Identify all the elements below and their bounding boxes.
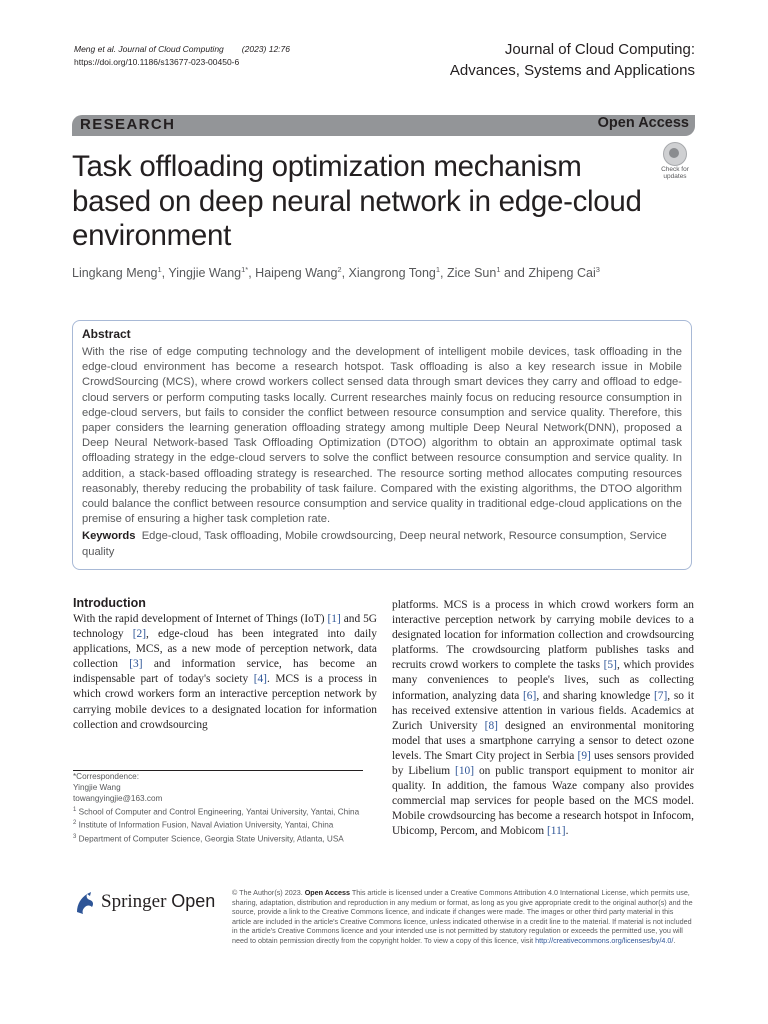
- body-text: and 5G technology: [73, 613, 377, 641]
- citation-link[interactable]: [1]: [327, 613, 341, 625]
- author-separator: ,: [248, 266, 256, 281]
- citation-link[interactable]: [5]: [603, 659, 617, 672]
- author-name[interactable]: Xiangrong Tong: [348, 266, 436, 281]
- doi-link[interactable]: https://doi.org/10.1186/s13677-023-00450-6: [74, 57, 240, 67]
- author-affiliation-sup: 1: [157, 265, 162, 274]
- running-header: [74, 43, 290, 69]
- body-text: uses sensors provided by Libelium: [392, 749, 694, 778]
- body-text: , edge-cloud has been integrated into daily applications, MCS, as a new mode of perception network, data collection: [73, 628, 377, 671]
- license-body: This article is licensed under a Creative Commons Attribution 4.0 International License, which permits use, sharing, adaptation, distribution and reproduction in any medium or format, as long as you give appropriate credit to the original author(s) and the source, provide a link to the Creative Commons licence, and indicate if changes were made. The images or other third party material in this article are included in the article's Creative Commons licence, unless indicated otherwise in a credit line to the material. If material is not included in the article's Creative Commons licence and your intended use is not permitted by statutory regulation or exceeds the permitted use, you will need to obtain permission directly from the copyright holder. To view a copy of this licence, visit: [232, 888, 693, 945]
- citation-authors: Meng et al. Journal of Cloud Computing: [74, 44, 224, 54]
- abstract-heading: Abstract: [82, 327, 131, 341]
- keywords-text: Edge-cloud, Task offloading, Mobile crowdsourcing, Deep neural network, Resource consumption, Service quality: [82, 530, 667, 558]
- affiliation-text: Institute of Information Fusion, Naval Aviation University, Yantai, China: [76, 821, 334, 831]
- author-separator: ,: [161, 266, 169, 281]
- author-affiliation-sup: 1: [496, 265, 501, 274]
- affiliation-text: Department of Computer Science, Georgia State University, Atlanta, USA: [76, 834, 344, 844]
- correspondence-name: Yingjie Wang: [73, 782, 121, 792]
- license-end: .: [673, 935, 676, 945]
- keywords: [82, 529, 682, 559]
- affiliation: [73, 818, 363, 832]
- citation-link[interactable]: [6]: [523, 689, 537, 702]
- affiliation-text: School of Computer and Control Engineering, Yantai University, Yantai, China: [76, 807, 360, 817]
- affiliation: [73, 805, 363, 819]
- citation-link[interactable]: [7]: [653, 689, 668, 702]
- author-affiliation-sup: 1*: [241, 265, 249, 274]
- body-text: platforms. MCS is a process in which crowd workers form an interactive perception network by carrying mobile devices to a designated location for information collection and crowdsourcing platforms. The crowdsourcing platform publishes tasks and recruits crowd workers to complete the tasks: [392, 599, 694, 672]
- body-text: , which provides many conveniences to people's lives, such as collecting information, analyzing data: [392, 659, 694, 702]
- journal-name-line2: Advances, Systems and Applications: [449, 62, 695, 79]
- citation-year: (2023) 12:76: [241, 44, 290, 54]
- citation-link[interactable]: [3]: [129, 658, 143, 671]
- keywords-label: Keywords: [82, 530, 136, 543]
- check-for-updates-badge[interactable]: [656, 142, 694, 180]
- author-name[interactable]: Haipeng Wang: [255, 266, 338, 281]
- body-text: , and sharing knowledge: [536, 689, 654, 702]
- springer-horse-icon: [73, 890, 97, 916]
- open-access-label: Open Access: [597, 115, 689, 131]
- citation-link[interactable]: [9]: [577, 749, 591, 762]
- journal-name-line1: Journal of Cloud Computing:: [504, 41, 695, 58]
- body-text-left-column: [73, 612, 377, 733]
- body-text: , so it has received extensive attention in various fields. Academics at Zurich University: [392, 689, 694, 732]
- citation-link[interactable]: [2]: [132, 628, 147, 641]
- affiliation-number: 2: [73, 820, 77, 827]
- author-separator: ,: [440, 266, 447, 281]
- correspondence-label: *Correspondence:: [73, 772, 139, 781]
- journal-name: [450, 39, 695, 81]
- affiliation-number: 1: [73, 806, 77, 813]
- logo-open: Open: [171, 891, 216, 911]
- license-copyright: © The Author(s) 2023.: [232, 888, 305, 897]
- license-open-access: Open Access: [304, 888, 350, 897]
- affiliation: [73, 832, 363, 846]
- badge-line1: Check for: [661, 166, 689, 173]
- affiliation-number: 3: [73, 834, 77, 840]
- body-text: .: [565, 825, 569, 838]
- body-text-right-column: [392, 598, 694, 840]
- article-title: Task offloading optimization mechanism based on deep neural network in edge-cloud environment: [72, 150, 642, 252]
- springer-open-logo: [73, 890, 218, 918]
- logo-springer: Springer: [101, 891, 167, 912]
- body-text: designed an environmental monitoring model that uses a smartphone carrying a sensor to detect ozone levels. The Smart City project in Serbia: [392, 719, 694, 762]
- author-name[interactable]: Lingkang Meng: [72, 266, 158, 281]
- author-affiliation-sup: 1: [435, 265, 441, 274]
- body-text: With the rapid development of Internet of Things (IoT): [73, 613, 328, 625]
- license-link[interactable]: http://creativecommons.org/licenses/by/4.0/: [535, 935, 674, 945]
- author-name[interactable]: Zice Sun: [447, 266, 497, 281]
- author-separator: ,: [341, 266, 349, 281]
- article-type-banner: [72, 115, 695, 136]
- check-updates-icon: [663, 142, 687, 166]
- article-type-label: RESEARCH: [80, 116, 176, 133]
- citation-link[interactable]: [4]: [253, 673, 267, 686]
- author-list: [72, 265, 600, 280]
- abstract-box: [72, 320, 692, 570]
- author-affiliation-sup: 2: [337, 265, 342, 274]
- author-name[interactable]: Zhipeng Cai: [528, 266, 596, 281]
- citation-link[interactable]: [10]: [455, 765, 475, 778]
- abstract-text: With the rise of edge computing technology and the development of intelligent mobile devices, task offloading in the edge-cloud environment has become a research hotspot. Task offloading is also a key research issue in Mobile CrowdSourcing (MCS), where crowd workers collect sensed data through smart devices they carry and offload to edge-cloud servers or perform computing tasks locally. Current researches mainly focus on reducing resource consumption in edge-cloud servers, but fails to consider the conflict between resource consumption and service quality. Therefore, this paper considers the learning generation offloading strategy among multiple Deep Neural Network(DNN), proposed a Deep Neural Network-based Task Offloading Optimization (DTOO) algorithm to obtain an approximate optimal task offloading strategy in the edge-cloud servers to solve the conflict between resource consumption and service quality. In addition, a stack-based offloading strategy is researched. The resource sorting method allocates computing resources reasonably, thereby reducing the probability of task failure. Compared with the existing algorithms, the DTOO algorithm could balance the conflict between resource consumption and service quality in traditional edge-cloud applications on the premise of ensuring a higher task completion rate.: [82, 346, 682, 526]
- body-text: and information service, has become an indispensable part of today's society: [73, 658, 377, 686]
- author-affiliation-sup: 3: [595, 265, 600, 274]
- citation-link[interactable]: [8]: [484, 719, 498, 732]
- license-statement: [232, 888, 694, 945]
- citation-link[interactable]: [11]: [547, 825, 566, 838]
- author-separator: and: [500, 266, 529, 281]
- badge-line2: updates: [663, 173, 687, 180]
- correspondence-note: [73, 770, 363, 846]
- author-name[interactable]: Yingjie Wang: [168, 266, 242, 281]
- affiliation-list: [73, 805, 363, 846]
- correspondence-email[interactable]: towangyingjie@163.com: [73, 793, 163, 803]
- body-text: on public transport equipment to monitor air quality. In addition, the famous Waze company also provides commercial map services for people based on the MCS model. Mobile crowdsourcing has become a research hotspot in Infocom, Ubicomp, Percom, and Mobicom: [392, 765, 694, 838]
- body-text: . MCS is a process in which crowd workers form an interactive perception network by carrying mobile devices to a designated location for information collection and crowdsourcing: [73, 673, 377, 731]
- section-heading-introduction: Introduction: [73, 596, 146, 610]
